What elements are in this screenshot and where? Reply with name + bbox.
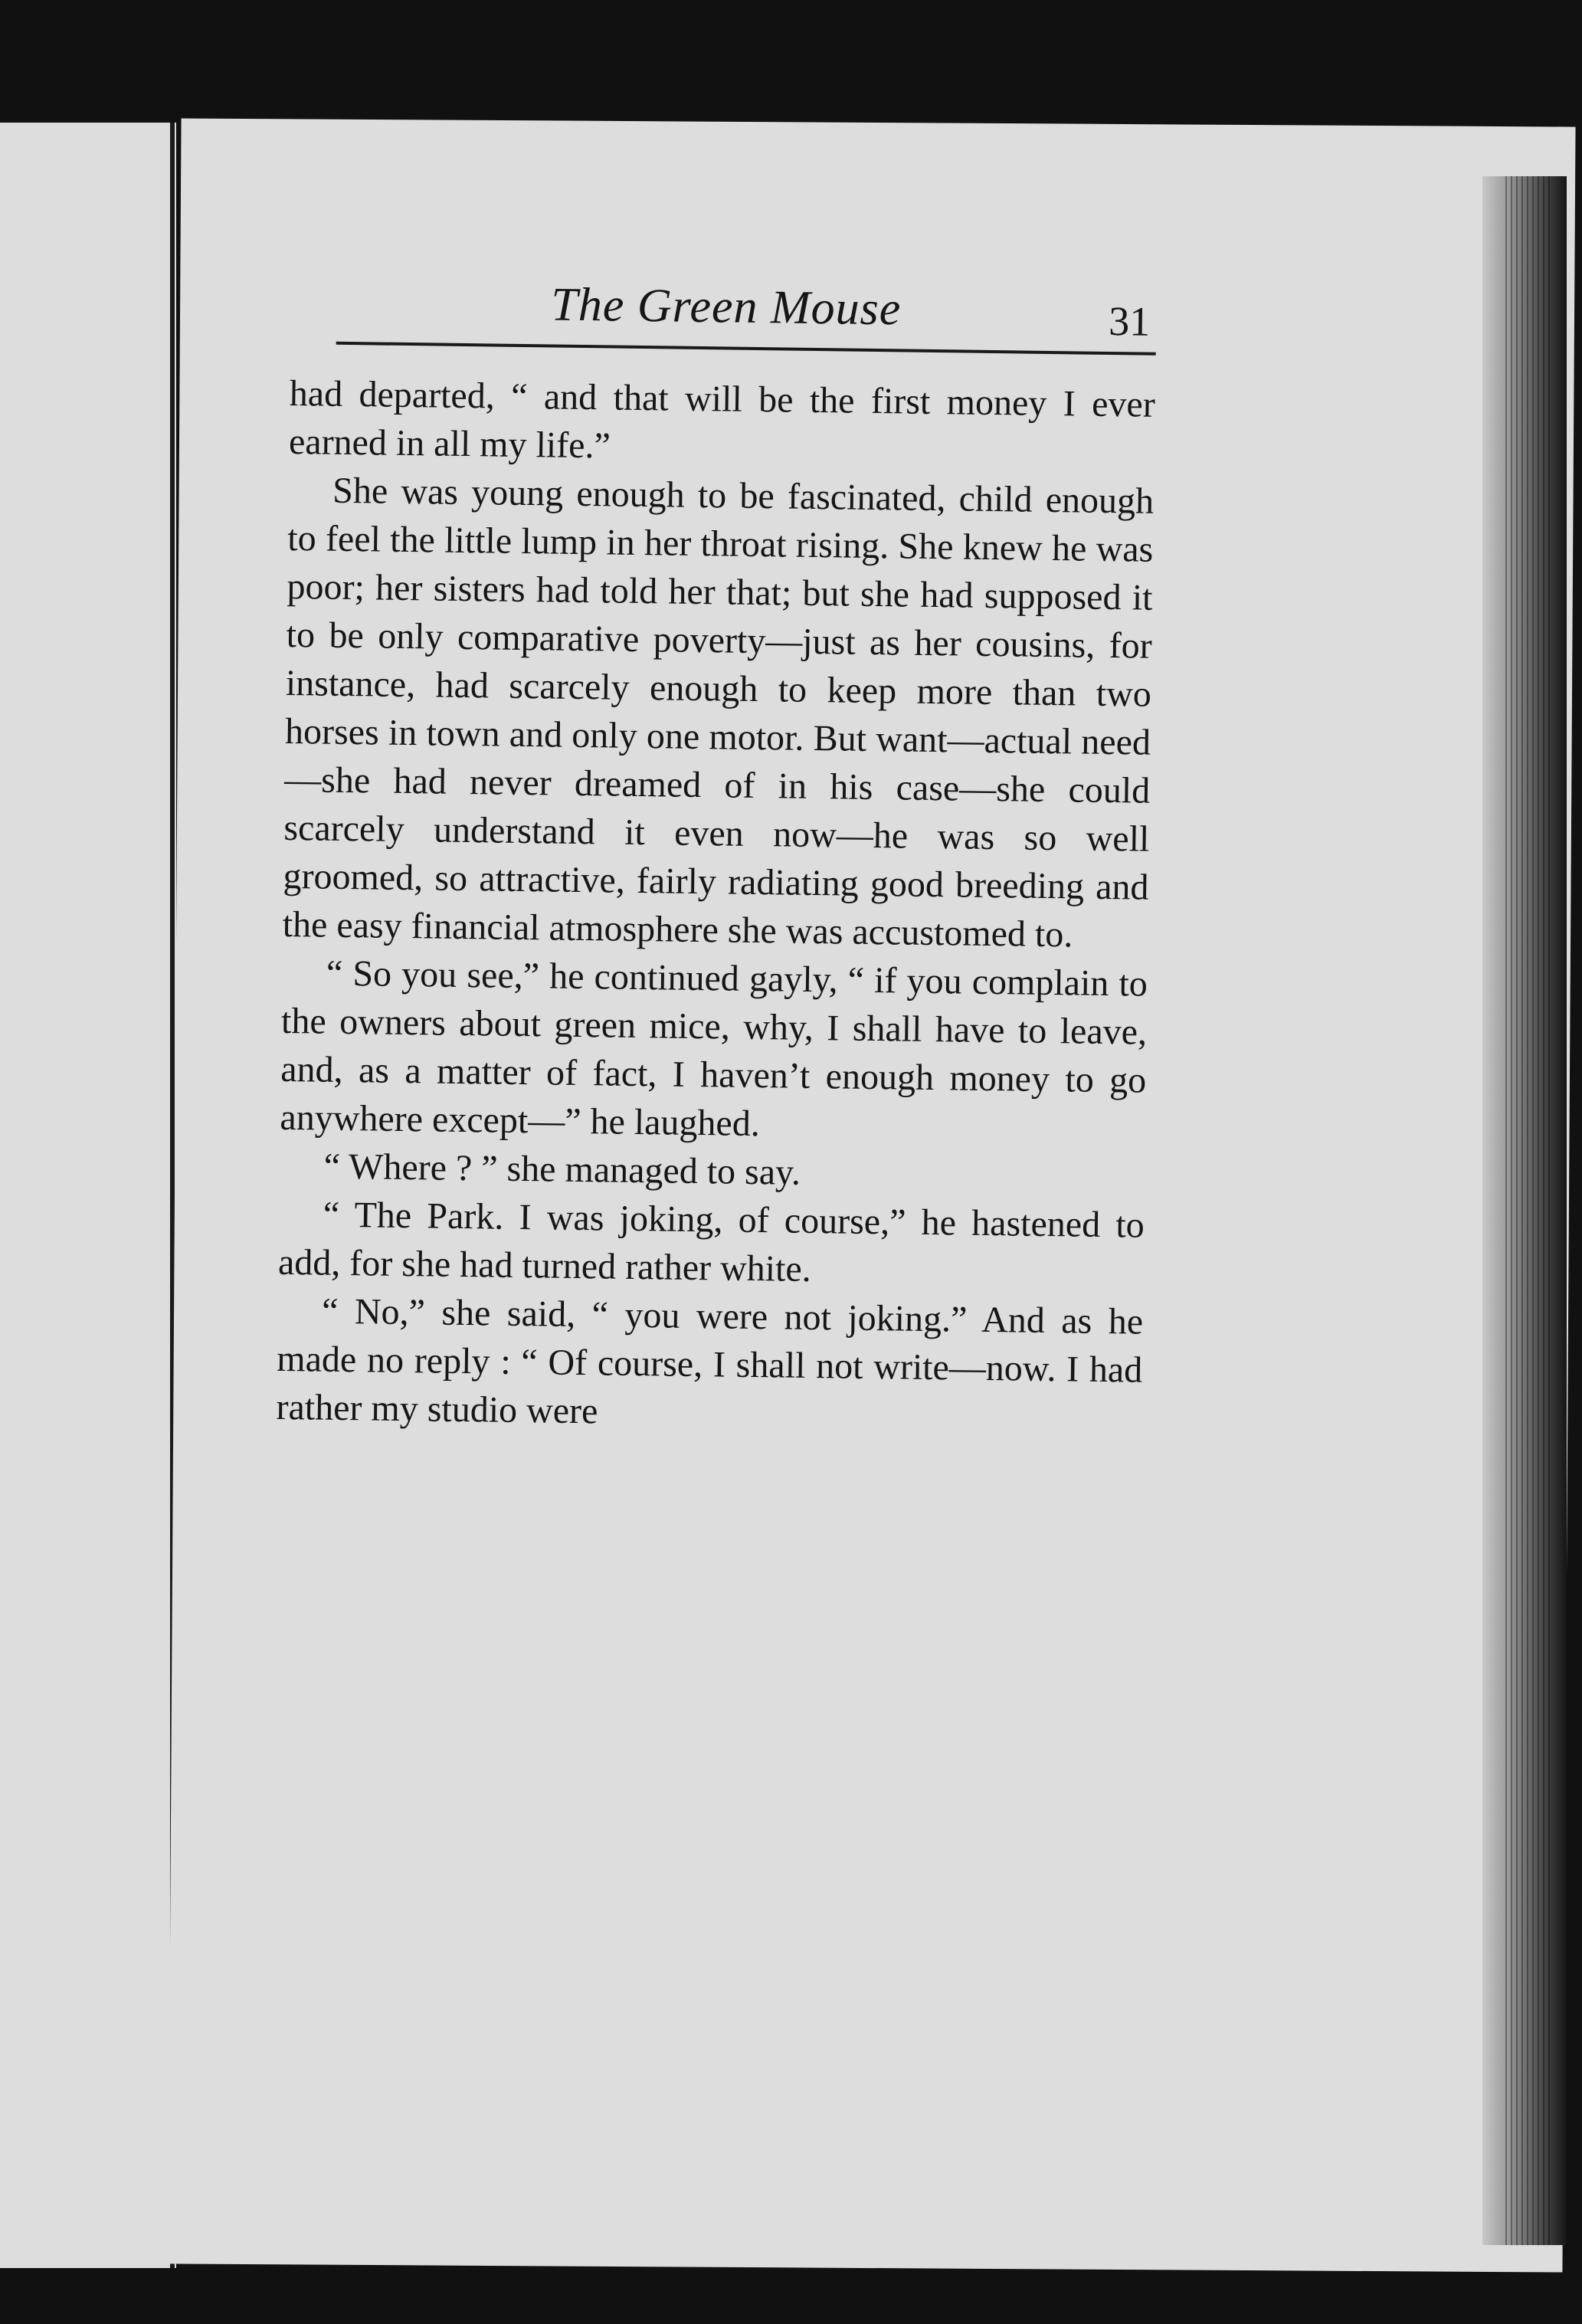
page-content xyxy=(276,268,1157,1443)
page-stack-lines xyxy=(1505,176,1551,2245)
paragraph: “ No,” she said, “ you were not joking.” And as he made no reply : “ Of course, I shall not write—now. I had rather my studio were xyxy=(276,1290,1144,1432)
paragraph: “ So you see,” he continued gayly, “ if you complain to the owners about green mice, why, I shall have to leave, and, as a matter of fact, I haven’t enough money to go anywhere except—” he laughed. xyxy=(280,952,1148,1145)
previous-page-edge xyxy=(0,123,176,2268)
paragraph: had departed, “ and that will be the first money I ever earned in all my life.” xyxy=(288,372,1156,467)
body-text xyxy=(276,369,1155,1443)
running-header xyxy=(290,268,1157,364)
header-rule xyxy=(336,342,1156,356)
paragraph: “ Where ? ” she managed to say. xyxy=(323,1146,801,1193)
page-number: 31 xyxy=(1108,297,1151,345)
paragraph: “ The Park. I was joking, of course,” he hastened to add, for she had turned rather white. xyxy=(277,1194,1145,1290)
paragraph: She was young enough to be fascinated, child enough to feel the little lump in her throat rising. She knew he was poor; her sisters had told her that; but she had supposed it to be only comparative poverty—just as her cousins, for instance, had scarcely enough to keep more than two horses in town and only one motor. But want—actual need —she had never dreamed of in his case—she could scarcely understand it even now—he was so well groomed, so attractive, fairly radiating good breeding and the easy financial atmosphere she was accustomed to. xyxy=(282,470,1155,955)
running-title: The Green Mouse xyxy=(550,278,902,336)
